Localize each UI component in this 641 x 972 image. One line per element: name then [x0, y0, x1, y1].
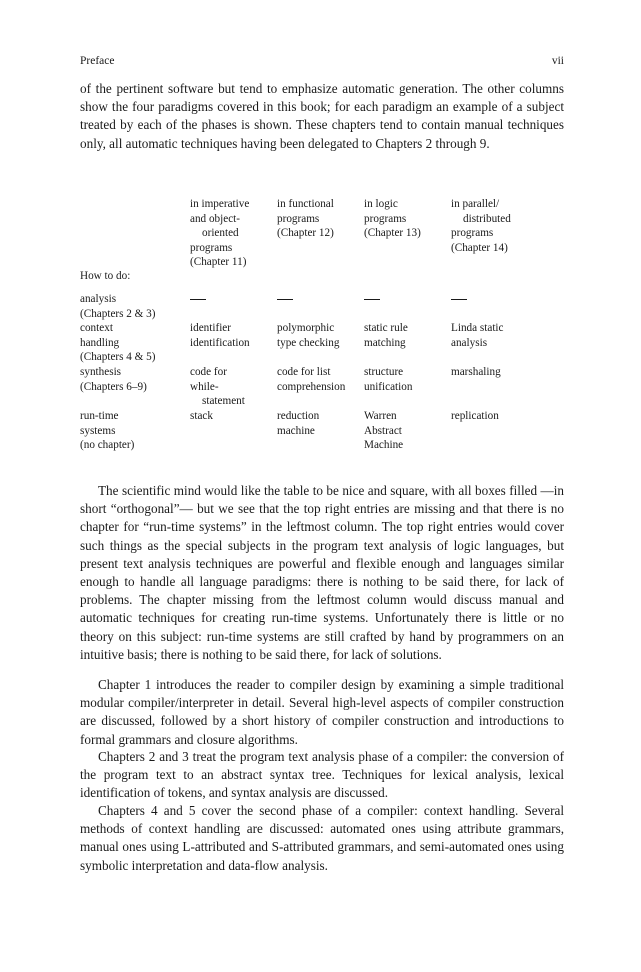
row-label-line: synthesis	[80, 366, 122, 378]
cell-synthesis-imperative	[190, 365, 245, 409]
cell-line: Linda static	[451, 322, 504, 334]
cell-line: Abstract	[364, 424, 402, 437]
running-head	[80, 53, 564, 69]
cell-line: polymorphic	[277, 322, 335, 334]
row-label-line: analysis	[80, 293, 117, 305]
header-line: (Chapter 13)	[364, 227, 421, 240]
cell-line: marshaling	[451, 366, 501, 378]
paragraph: Chapters 4 and 5 cover the second phase of a compiler: context handling. Several methods of context handling are discussed: automated ones using attribute grammars, manual ones using L-attributed and S-attributed grammars, and semi-automated ones using symbolic interpretation and data-flow analysis.	[80, 803, 564, 873]
cell-line: stack	[190, 410, 213, 422]
header-line: and object-	[190, 212, 241, 225]
cell-line: Machine	[364, 439, 404, 452]
cell-line: reduction	[277, 410, 320, 422]
cell-line: machine	[277, 424, 315, 437]
running-head-title: Preface	[80, 55, 115, 67]
cell-line: code for	[190, 366, 227, 378]
header-line: (Chapter 14)	[451, 241, 508, 254]
cell-line: unification	[364, 380, 413, 393]
cell-line: matching	[364, 336, 406, 349]
header-line: in logic	[364, 198, 398, 210]
row-label-line: (Chapters 2 & 3)	[80, 307, 156, 320]
header-line: programs	[364, 212, 407, 225]
header-line: in imperative	[190, 198, 250, 210]
corner-label: How to do:	[80, 270, 131, 282]
row-label-context	[80, 321, 156, 365]
header-line: (Chapter 12)	[277, 227, 334, 240]
cell-line: statement	[202, 395, 245, 408]
empty-cell-dash	[190, 299, 206, 300]
column-header-parallel	[451, 197, 511, 255]
cell-line: structure	[364, 366, 404, 378]
column-header-imperative	[190, 197, 249, 270]
row-label-line: run-time	[80, 410, 119, 422]
cell-context-functional	[277, 321, 339, 350]
row-label-synthesis	[80, 365, 147, 394]
empty-cell-dash	[277, 299, 293, 300]
header-line: programs	[451, 227, 494, 240]
header-line: (Chapter 11)	[190, 256, 247, 269]
cell-runtime-imperative	[190, 409, 213, 424]
paragraph: of the pertinent software but tend to emphasize automatic generation. The other columns show the four paradigms covered in this book; for each paradigm an example of a subject treated by each of the phases is shown. These chapters tend to contain manual techniques only, all automatic techniques having been delegated to Chapters 2 through 9.	[80, 81, 564, 151]
paragraph: Chapter 1 introduces the reader to compiler design by examining a simple traditional modular compiler/interpreter in detail. Several high-level aspects of compiler construction are discussed, followed by a short history of compiler construction and introductions to formal grammars and closure algorithms.	[80, 677, 564, 747]
paragraph: Chapters 2 and 3 treat the program text analysis phase of a compiler: the conversion of the program text to an abstract syntax tree. Techniques for lexical analysis, lexical identification of tokens, and syntax analysis are discussed.	[80, 749, 564, 801]
cell-runtime-logic	[364, 409, 403, 453]
header-line: programs	[277, 212, 320, 225]
cell-synthesis-functional	[277, 365, 345, 394]
cell-line: identifier	[190, 322, 232, 334]
cell-line: Warren	[364, 410, 397, 422]
empty-cell-dash	[451, 299, 467, 300]
empty-cell-dash	[364, 299, 380, 300]
cell-line: identification	[190, 336, 250, 349]
header-line: distributed	[463, 212, 511, 225]
cell-line: while-	[190, 380, 219, 393]
cell-context-imperative	[190, 321, 250, 350]
cell-runtime-parallel	[451, 409, 499, 424]
cell-line: replication	[451, 410, 499, 422]
cell-line: comprehension	[277, 380, 346, 393]
row-label-line: (Chapters 6–9)	[80, 380, 147, 393]
cell-synthesis-logic	[364, 365, 412, 394]
cell-line: code for list	[277, 366, 331, 378]
header-line: oriented	[202, 227, 239, 240]
row-label-line: (no chapter)	[80, 439, 135, 452]
paragraph: The scientific mind would like the table to be nice and square, with all boxes filled —in short “orthogonal”— but we see that the top right entries are missing and that there is no chapter for “run-time systems” in the leftmost column. The top right entries would cover such things as the special subjects in the program text analysis of logic languages, but present text analysis techniques are powerful and flexible enough and languages similar enough to handle all language paradigms: there is nothing to be said there, for lack of problems. The chapter missing from the leftmost column would discuss manual and automatic techniques for creating run-time systems. Unfortunately there is little or no theory on this subject: run-time systems are still crafted by hand by programmers on an intuitive basis; there is nothing to be said there, for lack of solutions.	[80, 483, 564, 662]
cell-context-logic	[364, 321, 408, 350]
header-line: in functional	[277, 198, 334, 210]
cell-context-parallel	[451, 321, 504, 350]
column-header-functional	[277, 197, 334, 241]
column-header-logic	[364, 197, 421, 241]
cell-runtime-functional	[277, 409, 319, 438]
cell-line: static rule	[364, 322, 408, 334]
row-label-analysis	[80, 292, 156, 321]
cell-line: type checking	[277, 336, 340, 349]
table-corner-label	[80, 269, 130, 284]
row-label-line: (Chapters 4 & 5)	[80, 351, 156, 364]
row-label-line: handling	[80, 336, 120, 349]
cell-synthesis-parallel	[451, 365, 501, 380]
row-label-line: context	[80, 322, 113, 334]
row-label-line: systems	[80, 424, 116, 437]
page-number: vii	[551, 55, 564, 67]
row-label-runtime	[80, 409, 134, 453]
cell-line: analysis	[451, 336, 488, 349]
header-line: programs	[190, 241, 233, 254]
header-line: in parallel/	[451, 198, 500, 210]
